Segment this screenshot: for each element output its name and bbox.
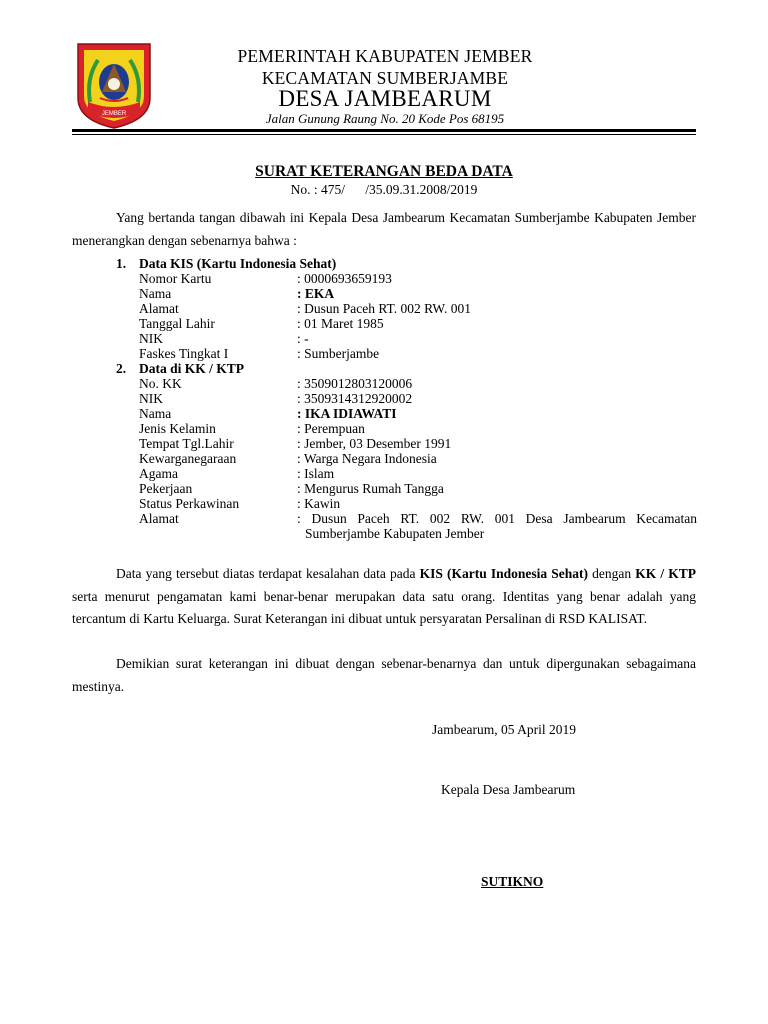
body-paragraph-1 bbox=[72, 563, 696, 631]
letter-title-text: SURAT KETERANGAN BEDA DATA bbox=[255, 163, 513, 180]
row-value: : IKA IDIAWATI bbox=[297, 406, 397, 421]
body-bold-kis: KIS (Kartu Indonesia Sehat) bbox=[419, 566, 589, 581]
row-value: : Dusun Paceh RT. 002 RW. 001 Desa Jambearum Kecamatan bbox=[297, 511, 697, 526]
signer-title: Kepala Desa Jambearum bbox=[441, 782, 576, 797]
row-value: : Mengurus Rumah Tangga bbox=[297, 481, 444, 496]
row-value: : Islam bbox=[297, 466, 335, 481]
row-label: Alamat bbox=[139, 511, 179, 526]
section-1-row bbox=[139, 346, 699, 361]
row-value: : 0000693659193 bbox=[297, 271, 392, 286]
section-1-row bbox=[139, 301, 699, 316]
section-1-row bbox=[139, 271, 699, 286]
kop-line-2: KECAMATAN SUMBERJAMBE bbox=[261, 68, 509, 88]
row-label: Nama bbox=[139, 286, 172, 301]
row-label: Nomor Kartu bbox=[139, 271, 212, 286]
row-label: Tanggal Lahir bbox=[139, 316, 215, 331]
section-2-row bbox=[139, 421, 699, 436]
section-2-alamat-continuation: Sumberjambe Kabupaten Jember bbox=[305, 526, 485, 541]
section-1-row bbox=[139, 286, 699, 301]
section-2-number: 2. bbox=[116, 361, 127, 376]
row-value: : Dusun Paceh RT. 002 RW. 001 bbox=[297, 301, 471, 316]
row-value: : Warga Negara Indonesia bbox=[297, 451, 437, 466]
row-value: : Sumberjambe bbox=[297, 346, 380, 361]
section-2-row bbox=[139, 466, 699, 481]
logo-text: JEMBER bbox=[101, 111, 127, 117]
letter-title bbox=[0, 163, 768, 181]
row-value: : 3509314312920002 bbox=[297, 391, 413, 406]
row-value: : Perempuan bbox=[297, 421, 365, 436]
row-value: : EKA bbox=[297, 286, 335, 301]
row-label: Alamat bbox=[139, 301, 179, 316]
section-2-row bbox=[139, 436, 699, 451]
row-label: Kewarganegaraan bbox=[139, 451, 237, 466]
row-label: Faskes Tingkat I bbox=[139, 346, 229, 361]
section-2-row bbox=[139, 376, 699, 391]
section-2-row bbox=[139, 406, 699, 421]
body-text: Data yang tersebut diatas terdapat kesalahan data pada bbox=[116, 566, 420, 581]
section-2-heading: Data di KK / KTP bbox=[139, 361, 245, 376]
section-2-row bbox=[139, 511, 699, 526]
signer-name: SUTIKNO bbox=[481, 874, 544, 889]
section-2-row bbox=[139, 391, 699, 406]
body-paragraph-2: Demikian surat keterangan ini dibuat dengan sebenar-benarnya dan untuk dipergunakan sebagaimana mestinya. bbox=[72, 656, 696, 694]
row-value: : Jember, 03 Desember 1991 bbox=[297, 436, 452, 451]
row-label: NIK bbox=[139, 331, 163, 346]
section-2-row bbox=[139, 496, 699, 511]
letter-number: No. : 475/ /35.09.31.2008/2019 bbox=[290, 182, 478, 197]
header-rule-thick bbox=[72, 129, 696, 132]
place-date: Jambearum, 05 April 2019 bbox=[432, 722, 576, 737]
row-value: : - bbox=[297, 331, 309, 346]
row-label: Nama bbox=[139, 406, 172, 421]
body-text: serta menurut pengamatan kami benar-benar merupakan data satu orang. Identitas yang benar adalah yang tercantum di Kartu Keluarga. Surat Keterangan ini dibuat untuk persyaratan Persalinan di RSD KALISAT. bbox=[72, 588, 696, 626]
row-value: : 3509012803120006 bbox=[297, 376, 413, 391]
row-label: Jenis Kelamin bbox=[139, 421, 216, 436]
section-2-row bbox=[139, 481, 699, 496]
row-value: : Kawin bbox=[297, 496, 341, 511]
section-1-row bbox=[139, 316, 699, 331]
opening-paragraph: Yang bertanda tangan dibawah ini Kepala Desa Jambearum Kecamatan Sumberjambe Kabupaten Jember menerangkan dengan sebenarnya bahwa : bbox=[72, 210, 696, 248]
section-2-row bbox=[139, 451, 699, 466]
row-label: Tempat Tgl.Lahir bbox=[139, 436, 234, 451]
header-rule-thin bbox=[72, 134, 696, 135]
kop-line-1: PEMERINTAH KABUPATEN JEMBER bbox=[237, 46, 533, 66]
row-label: Pekerjaan bbox=[139, 481, 193, 496]
body-text: dengan bbox=[588, 566, 636, 581]
section-1-row bbox=[139, 331, 699, 346]
kop-address: Jalan Gunung Raung No. 20 Kode Pos 68195 bbox=[265, 111, 505, 126]
kop-line-3: DESA JAMBEARUM bbox=[278, 86, 492, 111]
row-label: Agama bbox=[139, 466, 178, 481]
row-label: NIK bbox=[139, 391, 163, 406]
row-value: : 01 Maret 1985 bbox=[297, 316, 384, 331]
section-1-heading: Data KIS (Kartu Indonesia Sehat) bbox=[139, 256, 337, 271]
row-label: No. KK bbox=[139, 376, 182, 391]
regency-logo bbox=[76, 42, 152, 130]
section-1-number: 1. bbox=[116, 256, 127, 271]
body-bold-kk-ktp: KK / KTP bbox=[635, 566, 696, 581]
row-label: Status Perkawinan bbox=[139, 496, 240, 511]
